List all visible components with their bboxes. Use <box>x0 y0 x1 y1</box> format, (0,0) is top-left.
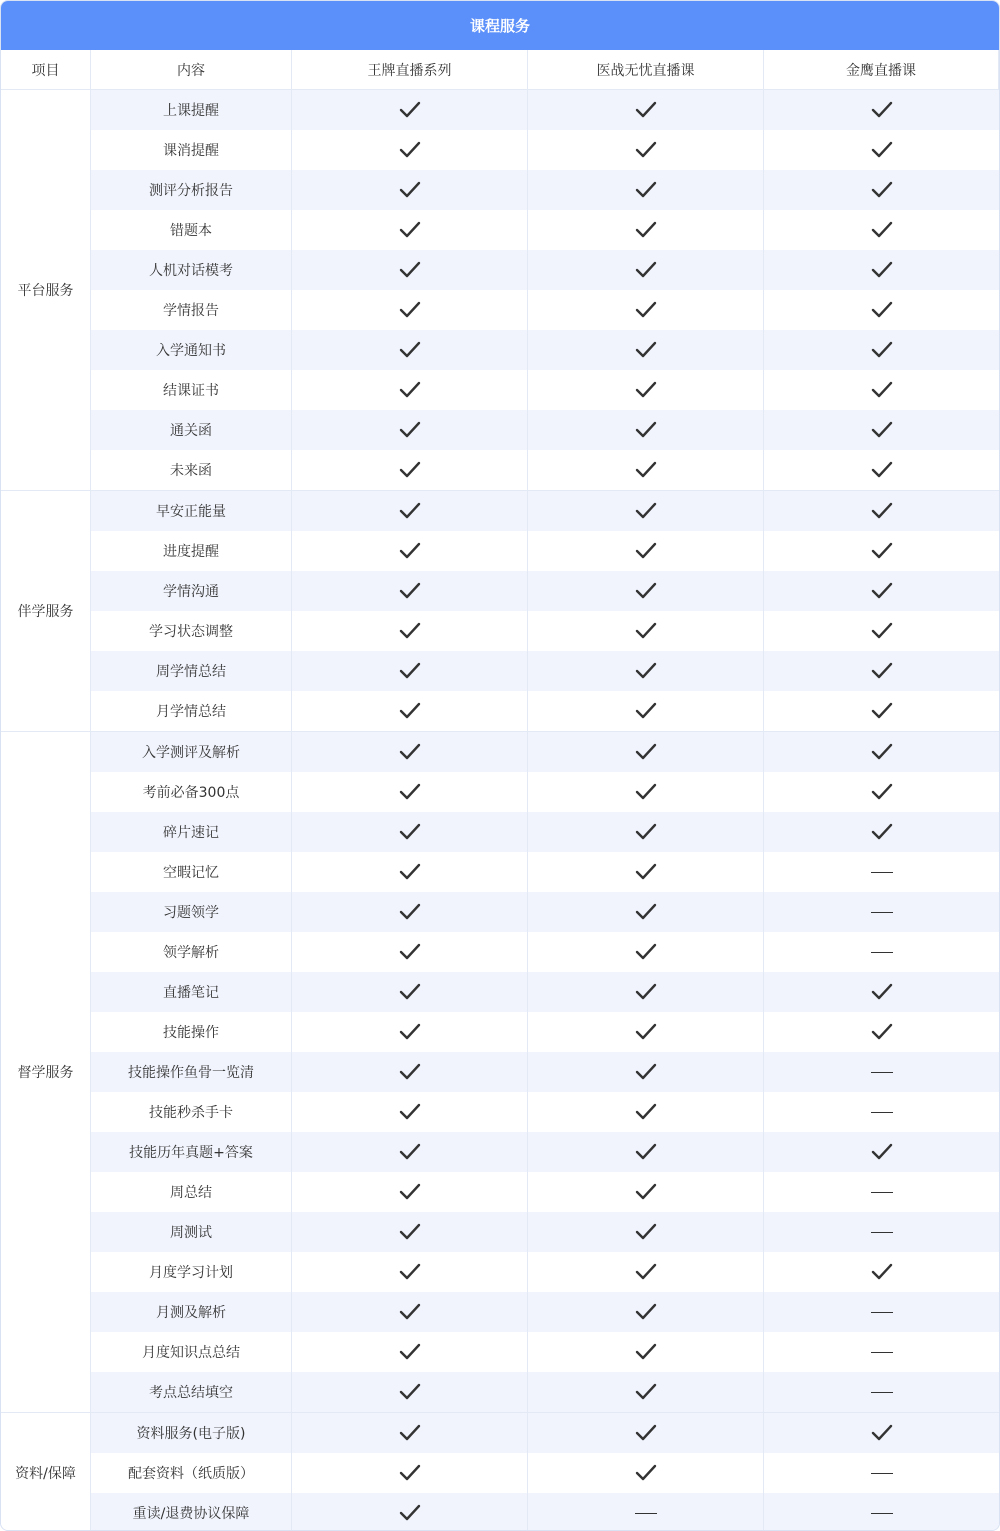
check-icon <box>635 1464 657 1482</box>
plan-3-cell <box>764 210 999 250</box>
service-item: 技能历年真题+答案 <box>91 1132 292 1172</box>
plan-1-cell <box>292 812 528 852</box>
plan-3-cell <box>764 1372 999 1413</box>
plan-2-cell <box>528 290 764 330</box>
service-item: 技能秒杀手卡 <box>91 1092 292 1132</box>
check-icon <box>635 1143 657 1161</box>
service-item: 资料服务(电子版) <box>91 1413 292 1453</box>
check-icon <box>871 381 893 399</box>
plan-1-cell <box>292 571 528 611</box>
plan-3-cell <box>764 1172 999 1212</box>
check-icon <box>635 1223 657 1241</box>
service-item: 错题本 <box>91 210 292 250</box>
plan-3-cell <box>764 1252 999 1292</box>
plan-2-cell <box>528 250 764 290</box>
plan-3-cell <box>764 531 999 571</box>
plan-1-cell <box>292 972 528 1012</box>
plan-1-cell <box>292 691 528 732</box>
header-plan-3: 金鹰直播课 <box>764 50 999 90</box>
check-icon <box>635 582 657 600</box>
check-icon <box>635 1263 657 1281</box>
check-icon <box>635 101 657 119</box>
plan-3-cell <box>764 691 999 732</box>
check-icon <box>635 1303 657 1321</box>
plan-1-cell <box>292 1332 528 1372</box>
service-item: 学习状态调整 <box>91 611 292 651</box>
service-item: 测评分析报告 <box>91 170 292 210</box>
check-icon <box>399 341 421 359</box>
check-icon <box>871 181 893 199</box>
check-icon <box>635 662 657 680</box>
plan-3-cell <box>764 1493 999 1531</box>
check-icon <box>635 823 657 841</box>
plan-1-cell <box>292 1453 528 1493</box>
plan-3-cell <box>764 1132 999 1172</box>
check-icon <box>399 903 421 921</box>
header-content: 内容 <box>91 50 292 90</box>
service-item: 入学测评及解析 <box>91 732 292 772</box>
check-icon <box>635 381 657 399</box>
service-item: 直播笔记 <box>91 972 292 1012</box>
service-item: 未来函 <box>91 450 292 491</box>
check-icon <box>871 461 893 479</box>
check-icon <box>399 943 421 961</box>
category-cell: 督学服务 <box>1 732 91 1413</box>
plan-1-cell <box>292 1212 528 1252</box>
plan-1-cell <box>292 1132 528 1172</box>
check-icon <box>635 141 657 159</box>
plan-3-cell <box>764 892 999 932</box>
check-icon <box>399 863 421 881</box>
check-icon <box>635 983 657 1001</box>
plan-1-cell <box>292 852 528 892</box>
plan-3-cell <box>764 1052 999 1092</box>
plan-1-cell <box>292 410 528 450</box>
check-icon <box>635 743 657 761</box>
check-icon <box>635 542 657 560</box>
check-icon <box>399 1504 421 1522</box>
plan-2-cell <box>528 1372 764 1413</box>
plan-2-cell <box>528 210 764 250</box>
service-item: 早安正能量 <box>91 491 292 531</box>
check-icon <box>871 421 893 439</box>
plan-3-cell <box>764 330 999 370</box>
service-item: 空暇记忆 <box>91 852 292 892</box>
service-item: 周总结 <box>91 1172 292 1212</box>
plan-1-cell <box>292 732 528 772</box>
header-category: 项目 <box>1 50 91 90</box>
check-icon <box>871 221 893 239</box>
service-item: 进度提醒 <box>91 531 292 571</box>
check-icon <box>871 582 893 600</box>
check-icon <box>399 823 421 841</box>
check-icon <box>871 662 893 680</box>
check-icon <box>871 1263 893 1281</box>
check-icon <box>871 1143 893 1161</box>
check-icon <box>399 381 421 399</box>
check-icon <box>399 1343 421 1361</box>
plan-3-cell <box>764 571 999 611</box>
check-icon <box>871 301 893 319</box>
service-item: 月度学习计划 <box>91 1252 292 1292</box>
check-icon <box>399 301 421 319</box>
plan-2-cell <box>528 852 764 892</box>
service-item: 技能操作 <box>91 1012 292 1052</box>
plan-2-cell <box>528 932 764 972</box>
check-icon <box>635 301 657 319</box>
check-icon <box>399 1183 421 1201</box>
plan-1-cell <box>292 130 528 170</box>
service-item: 习题领学 <box>91 892 292 932</box>
plan-1-cell <box>292 290 528 330</box>
plan-2-cell <box>528 972 764 1012</box>
plan-2-cell <box>528 1413 764 1453</box>
plan-1-cell <box>292 1012 528 1052</box>
check-icon <box>635 181 657 199</box>
plan-2-cell <box>528 772 764 812</box>
check-icon <box>871 1424 893 1442</box>
service-item: 月学情总结 <box>91 691 292 732</box>
service-item: 入学通知书 <box>91 330 292 370</box>
check-icon <box>399 783 421 801</box>
check-icon <box>635 1103 657 1121</box>
plan-2-cell <box>528 611 764 651</box>
plan-2-cell <box>528 1132 764 1172</box>
check-icon <box>399 1023 421 1041</box>
category-cell: 资料/保障 <box>1 1413 91 1531</box>
plan-3-cell <box>764 90 999 130</box>
plan-3-cell <box>764 1212 999 1252</box>
check-icon <box>399 1063 421 1081</box>
check-icon <box>399 582 421 600</box>
dash-icon <box>871 1352 893 1353</box>
plan-1-cell <box>292 1493 528 1531</box>
check-icon <box>635 622 657 640</box>
plan-3-cell <box>764 1012 999 1052</box>
service-item: 配套资料（纸质版） <box>91 1453 292 1493</box>
service-item: 学情沟通 <box>91 571 292 611</box>
plan-2-cell <box>528 491 764 531</box>
check-icon <box>635 1383 657 1401</box>
check-icon <box>399 662 421 680</box>
service-item: 碎片速记 <box>91 812 292 852</box>
check-icon <box>635 1343 657 1361</box>
table-title: 课程服务 <box>1 1 999 50</box>
plan-3-cell <box>764 1413 999 1453</box>
dash-icon <box>871 1192 893 1193</box>
plan-1-cell <box>292 1292 528 1332</box>
service-item: 重读/退费协议保障 <box>91 1493 292 1531</box>
plan-3-cell <box>764 852 999 892</box>
check-icon <box>871 1023 893 1041</box>
dash-icon <box>871 1232 893 1233</box>
service-item: 考前必备300点 <box>91 772 292 812</box>
plan-1-cell <box>292 1092 528 1132</box>
service-item: 月度知识点总结 <box>91 1332 292 1372</box>
plan-3-cell <box>764 290 999 330</box>
plan-1-cell <box>292 892 528 932</box>
plan-3-cell <box>764 1332 999 1372</box>
plan-1-cell <box>292 250 528 290</box>
plan-3-cell <box>764 932 999 972</box>
check-icon <box>871 502 893 520</box>
plan-3-cell <box>764 491 999 531</box>
service-item: 学情报告 <box>91 290 292 330</box>
check-icon <box>399 542 421 560</box>
check-icon <box>871 983 893 1001</box>
plan-2-cell <box>528 450 764 491</box>
plan-2-cell <box>528 170 764 210</box>
check-icon <box>635 341 657 359</box>
plan-2-cell <box>528 330 764 370</box>
dash-icon <box>871 1513 893 1514</box>
plan-3-cell <box>764 812 999 852</box>
check-icon <box>635 903 657 921</box>
check-icon <box>635 221 657 239</box>
plan-2-cell <box>528 1172 764 1212</box>
check-icon <box>399 221 421 239</box>
plan-3-cell <box>764 611 999 651</box>
service-item: 月测及解析 <box>91 1292 292 1332</box>
plan-1-cell <box>292 450 528 491</box>
plan-1-cell <box>292 210 528 250</box>
check-icon <box>635 261 657 279</box>
plan-1-cell <box>292 370 528 410</box>
check-icon <box>871 622 893 640</box>
plan-3-cell <box>764 772 999 812</box>
plan-1-cell <box>292 1372 528 1413</box>
check-icon <box>399 1263 421 1281</box>
check-icon <box>871 702 893 720</box>
dash-icon <box>635 1513 657 1514</box>
plan-2-cell <box>528 892 764 932</box>
plan-2-cell <box>528 1012 764 1052</box>
check-icon <box>635 421 657 439</box>
plan-3-cell <box>764 250 999 290</box>
check-icon <box>399 1464 421 1482</box>
plan-2-cell <box>528 1052 764 1092</box>
dash-icon <box>871 912 893 913</box>
plan-2-cell <box>528 812 764 852</box>
plan-1-cell <box>292 932 528 972</box>
check-icon <box>635 783 657 801</box>
plan-1-cell <box>292 491 528 531</box>
category-cell: 伴学服务 <box>1 491 91 732</box>
check-icon <box>399 702 421 720</box>
plan-3-cell <box>764 972 999 1012</box>
check-icon <box>635 1424 657 1442</box>
service-item: 上课提醒 <box>91 90 292 130</box>
plan-1-cell <box>292 1172 528 1212</box>
check-icon <box>399 141 421 159</box>
check-icon <box>635 702 657 720</box>
plan-3-cell <box>764 410 999 450</box>
plan-1-cell <box>292 1052 528 1092</box>
plan-2-cell <box>528 130 764 170</box>
check-icon <box>871 783 893 801</box>
check-icon <box>871 542 893 560</box>
service-item: 通关函 <box>91 410 292 450</box>
dash-icon <box>871 872 893 873</box>
plan-1-cell <box>292 170 528 210</box>
plan-2-cell <box>528 1493 764 1531</box>
service-item: 人机对话模考 <box>91 250 292 290</box>
plan-3-cell <box>764 1092 999 1132</box>
plan-3-cell <box>764 1453 999 1493</box>
plan-1-cell <box>292 531 528 571</box>
plan-2-cell <box>528 1252 764 1292</box>
plan-3-cell <box>764 732 999 772</box>
service-item: 周测试 <box>91 1212 292 1252</box>
check-icon <box>399 1424 421 1442</box>
dash-icon <box>871 1072 893 1073</box>
service-item: 领学解析 <box>91 932 292 972</box>
plan-2-cell <box>528 531 764 571</box>
plan-2-cell <box>528 732 764 772</box>
plan-3-cell <box>764 130 999 170</box>
check-icon <box>399 1143 421 1161</box>
service-item: 周学情总结 <box>91 651 292 691</box>
plan-1-cell <box>292 651 528 691</box>
header-plan-1: 王牌直播系列 <box>292 50 528 90</box>
plan-2-cell <box>528 1212 764 1252</box>
check-icon <box>635 461 657 479</box>
plan-2-cell <box>528 691 764 732</box>
plan-1-cell <box>292 772 528 812</box>
check-icon <box>399 421 421 439</box>
plan-2-cell <box>528 1092 764 1132</box>
plan-2-cell <box>528 90 764 130</box>
dash-icon <box>871 1473 893 1474</box>
plan-3-cell <box>764 170 999 210</box>
category-cell: 平台服务 <box>1 90 91 491</box>
service-item: 技能操作鱼骨一览清 <box>91 1052 292 1092</box>
check-icon <box>399 461 421 479</box>
plan-3-cell <box>764 450 999 491</box>
service-item: 课消提醒 <box>91 130 292 170</box>
plan-2-cell <box>528 1453 764 1493</box>
plan-2-cell <box>528 410 764 450</box>
plan-2-cell <box>528 571 764 611</box>
service-item: 结课证书 <box>91 370 292 410</box>
service-item: 考点总结填空 <box>91 1372 292 1413</box>
check-icon <box>399 502 421 520</box>
check-icon <box>635 1063 657 1081</box>
check-icon <box>871 101 893 119</box>
check-icon <box>871 823 893 841</box>
dash-icon <box>871 1392 893 1393</box>
table-grid <box>1 50 999 1531</box>
plan-1-cell <box>292 1413 528 1453</box>
check-icon <box>399 1303 421 1321</box>
check-icon <box>399 1383 421 1401</box>
check-icon <box>635 502 657 520</box>
check-icon <box>871 141 893 159</box>
plan-2-cell <box>528 651 764 691</box>
plan-3-cell <box>764 370 999 410</box>
plan-2-cell <box>528 1292 764 1332</box>
check-icon <box>399 1223 421 1241</box>
check-icon <box>399 181 421 199</box>
check-icon <box>399 622 421 640</box>
check-icon <box>635 943 657 961</box>
check-icon <box>871 261 893 279</box>
plan-2-cell <box>528 1332 764 1372</box>
check-icon <box>399 983 421 1001</box>
plan-2-cell <box>528 370 764 410</box>
dash-icon <box>871 1312 893 1313</box>
check-icon <box>635 863 657 881</box>
check-icon <box>399 101 421 119</box>
check-icon <box>871 341 893 359</box>
plan-1-cell <box>292 611 528 651</box>
plan-3-cell <box>764 1292 999 1332</box>
plan-1-cell <box>292 90 528 130</box>
plan-1-cell <box>292 1252 528 1292</box>
check-icon <box>871 743 893 761</box>
plan-3-cell <box>764 651 999 691</box>
check-icon <box>399 743 421 761</box>
plan-1-cell <box>292 330 528 370</box>
check-icon <box>399 261 421 279</box>
dash-icon <box>871 1112 893 1113</box>
check-icon <box>399 1103 421 1121</box>
check-icon <box>635 1023 657 1041</box>
dash-icon <box>871 952 893 953</box>
header-plan-2: 医战无忧直播课 <box>528 50 764 90</box>
check-icon <box>635 1183 657 1201</box>
